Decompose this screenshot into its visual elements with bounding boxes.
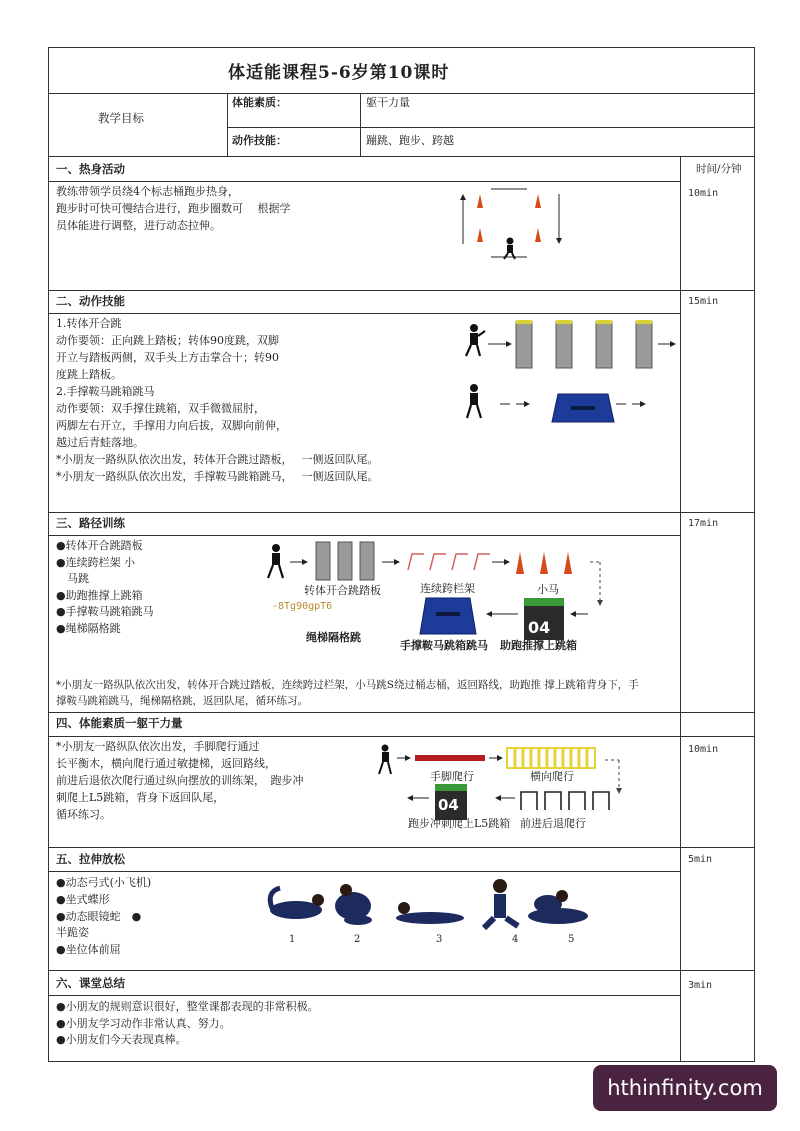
pose-number: 1 [289, 934, 296, 945]
section-stretch-heading: 五、拉伸放松 [56, 852, 125, 866]
cone-icon [535, 194, 541, 208]
child-runner-icon [379, 745, 391, 775]
child-jumper-icon [466, 324, 485, 356]
pose-number: 3 [436, 934, 443, 945]
list-item: ●动态弓式(小飞机) [56, 876, 152, 889]
hurdle-icon [408, 554, 490, 570]
physical-label: 体能素质： [232, 96, 287, 109]
path-code: -8Tg90gpT6 [272, 601, 333, 612]
cone-icon [540, 552, 548, 574]
section-skill-time: 15min [688, 296, 719, 307]
step-board [636, 322, 652, 368]
step-board [316, 542, 330, 580]
section-path-time: 17min [688, 518, 719, 529]
cone-icon [564, 552, 572, 574]
path-label-board: 转体开合跳踏板 [304, 584, 381, 597]
section-core-heading: 四、体能素质一躯干力量 [56, 716, 183, 730]
pose-number: 5 [568, 934, 575, 945]
pose-butterfly-icon [335, 884, 372, 925]
section-path-heading: 三、路径训练 [56, 516, 125, 530]
child-runner-icon [268, 544, 283, 578]
core-box-number: 04 [438, 796, 459, 814]
step-board [556, 322, 572, 368]
physical-value: 躯干力量 [366, 96, 410, 109]
pose-bow-icon [270, 888, 324, 919]
list-item: ●小朋友们今天表现真棒。 [56, 1033, 187, 1046]
skill-label: 动作技能： [232, 134, 287, 147]
child-runner-icon [504, 238, 515, 260]
list-item: ●助跑推撑上跳箱 [56, 589, 143, 602]
page-title: 体适能课程5-6岁第10课时 [228, 63, 450, 83]
list-item: 马跳 [56, 572, 89, 585]
pose-kneel-icon [484, 879, 518, 928]
training-frame [521, 792, 609, 810]
list-item: ●坐式蝶形 [56, 893, 110, 906]
balance-beam [415, 755, 485, 761]
path-label-push: 助跑推撑上跳箱 [500, 639, 577, 652]
list-item: ●手撑鞍马跳箱跳马 [56, 605, 154, 618]
time-header: 时间/分钟 [696, 163, 742, 175]
cone-icon [477, 228, 483, 242]
path-label-horse: 小马 [537, 583, 559, 596]
path-label-vault: 手撑鞍马跳箱跳马 [400, 639, 488, 652]
core-label-run: 跑步冲刺爬上L5跳箱 [408, 817, 511, 830]
pose-number: 4 [512, 934, 519, 945]
section-summary-heading: 六、课堂总结 [56, 976, 125, 990]
core-label-side: 横向爬行 [530, 770, 574, 783]
stretch-poses [258, 874, 608, 938]
watermark-badge: hthinfinity.com [593, 1065, 777, 1111]
skill-value: 蹦跳、跑步、跨越 [366, 134, 454, 147]
list-item: 半跪姿 [56, 926, 89, 939]
warmup-diagram [455, 184, 575, 264]
list-item: ●小朋友的规则意识很好，整堂课都表现的非常积极。 [56, 1000, 319, 1013]
pose-sit-reach-icon [528, 890, 588, 924]
cone-icon [535, 228, 541, 242]
core-label-crawl: 手脚爬行 [430, 770, 474, 783]
section-summary-time: 3min [688, 980, 713, 991]
pose-cobra-icon [396, 902, 464, 924]
path-label-hurdle: 连续跨栏架 [420, 582, 475, 595]
list-item: ●转体开合跳踏板 [56, 539, 143, 552]
goals-label: 教学目标 [98, 111, 144, 125]
core-label-back: 前进后退爬行 [520, 817, 586, 830]
pose-number: 2 [354, 934, 361, 945]
section-warmup-heading: 一、热身活动 [56, 162, 125, 176]
list-item: ●动态眼镜蛇 ● [56, 910, 142, 923]
list-item: ●连续跨栏架 小 [56, 556, 136, 569]
section-warmup-time: 10min [688, 188, 719, 199]
child-jumper-icon [467, 384, 481, 418]
section-stretch-time: 5min [688, 854, 713, 865]
step-board [596, 322, 612, 368]
list-item: ●绳梯隔格跳 [56, 622, 121, 635]
skill-diagram [458, 318, 680, 430]
section-core-time: 10min [688, 744, 719, 755]
path-box-number: 04 [528, 618, 551, 637]
step-board [360, 542, 374, 580]
step-board [516, 322, 532, 368]
cone-icon [477, 194, 483, 208]
step-board [338, 542, 352, 580]
list-item: ●坐位体前屈 [56, 943, 121, 956]
section-skill-heading: 二、动作技能 [56, 294, 125, 308]
list-item: ●小朋友学习动作非常认真、努力。 [56, 1017, 231, 1030]
cone-icon [516, 552, 524, 574]
path-label-ladder: 绳梯隔格跳 [306, 631, 361, 644]
agility-ladder [507, 748, 595, 768]
